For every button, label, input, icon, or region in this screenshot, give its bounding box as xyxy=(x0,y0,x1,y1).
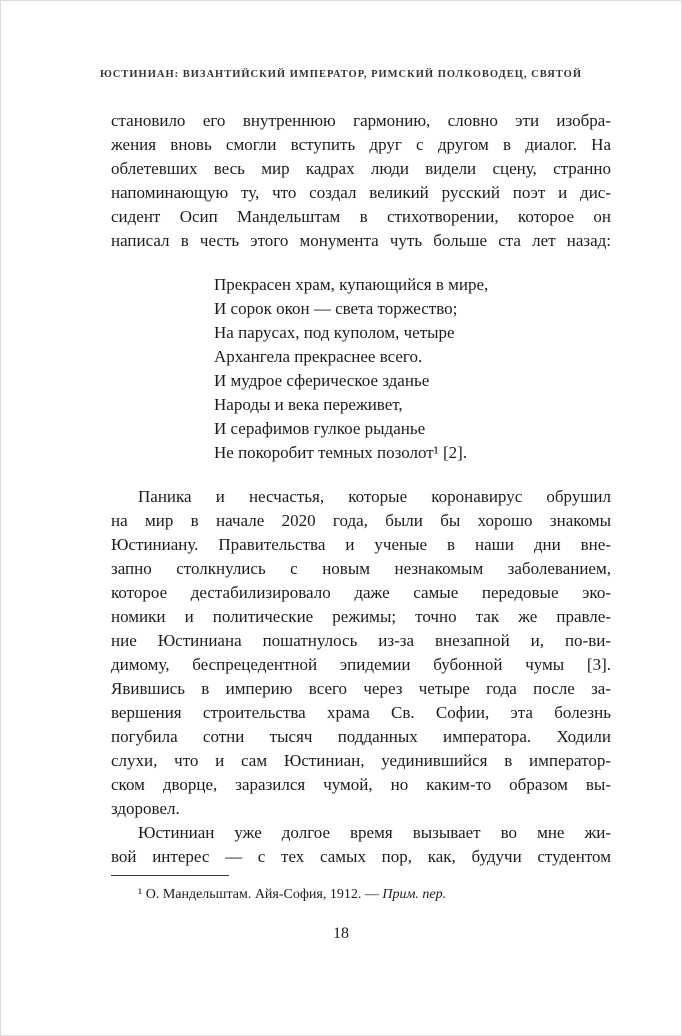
poem-line: На парусах, под куполом, четыре xyxy=(214,323,455,342)
text-line: здоровел. xyxy=(111,799,180,818)
text-line: димому, беспрецедентной эпидемии бубонной чумы [3]. xyxy=(111,655,611,674)
text-line: на мир в начале 2020 года, были бы хорошо знакомы xyxy=(111,511,611,530)
paragraph xyxy=(111,821,611,869)
running-header: ЮСТИНИАН: ВИЗАНТИЙСКИЙ ИМПЕРАТОР, РИМСКИЙ ПОЛКОВОДЕЦ, СВЯТОЙ xyxy=(99,69,583,80)
text-line: погубила сотни тысяч подданных императора. Ходили xyxy=(111,727,611,746)
poem-line: И сорок окон — света торжество; xyxy=(214,299,458,318)
text-line: ние Юстиниана пошатнулось из-за внезапной и, по-ви- xyxy=(111,631,611,650)
page-number: 18 xyxy=(333,925,349,942)
text-line: Явившись в империю всего через четыре года после за- xyxy=(111,679,611,698)
text-line: Юстиниан уже долгое время вызывает во мне жи- xyxy=(138,823,611,842)
poem-line: Народы и века переживет, xyxy=(214,395,403,414)
text-line: написал в честь этого монумента чуть больше ста лет назад: xyxy=(111,231,611,250)
text-line: Юстиниану. Правительства и ученые в наши дни вне- xyxy=(111,535,611,554)
text-line: становило его внутреннюю гармонию, словно эти изобра- xyxy=(111,111,611,130)
text-line: сидент Осип Мандельштам в стихотворении, которое он xyxy=(111,207,611,226)
text-line: вой интерес — с тех самых пор, как, будучи студентом xyxy=(111,847,611,866)
footnote xyxy=(111,885,611,904)
poem xyxy=(214,273,611,465)
footnote-area xyxy=(111,875,611,904)
text-line: облетевших весь мир кадрах люди видели сцену, странно xyxy=(111,159,611,178)
text-line: которое дестабилизировало даже самые передовые эко- xyxy=(111,583,611,602)
poem-line: И мудрое сферическое зданье xyxy=(214,371,430,390)
poem-line: Не покоробит темных позолот¹ [2]. xyxy=(214,443,468,462)
footnote-marker: ¹ xyxy=(138,887,146,902)
text-line: напоминающую ту, что создал великий русский поэт и дис- xyxy=(111,183,611,202)
text-line: номики и политические режимы; точно так же правле- xyxy=(111,607,611,626)
footnote-text: О. Мандельштам. Айя-София, 1912. — xyxy=(145,887,383,902)
poem-line: Архангела прекраснее всего. xyxy=(214,347,423,366)
text-line: Паника и несчастья, которые коронавирус обрушил xyxy=(138,487,611,506)
poem-line: Прекрасен храм, купающийся в мире, xyxy=(214,275,489,294)
text-block xyxy=(111,109,611,869)
text-line: ском дворце, заразился чумой, но каким-то образом вы- xyxy=(111,775,611,794)
footnote-italic-text: Прим. пер. xyxy=(382,887,447,902)
paragraph xyxy=(111,109,611,253)
paragraph xyxy=(111,485,611,821)
text-line: слухи, что и сам Юстиниан, уединившийся в император- xyxy=(111,751,611,770)
text-line: запно столкнулись с новым незнакомым заболеванием, xyxy=(111,559,611,578)
footnote-divider xyxy=(111,875,229,876)
poem-line: И серафимов гулкое рыданье xyxy=(214,419,426,438)
text-line: вершения строительства храма Св. Софии, эта болезнь xyxy=(111,703,611,722)
text-line: жения вновь смогли вступить друг с другом в диалог. На xyxy=(111,135,611,154)
